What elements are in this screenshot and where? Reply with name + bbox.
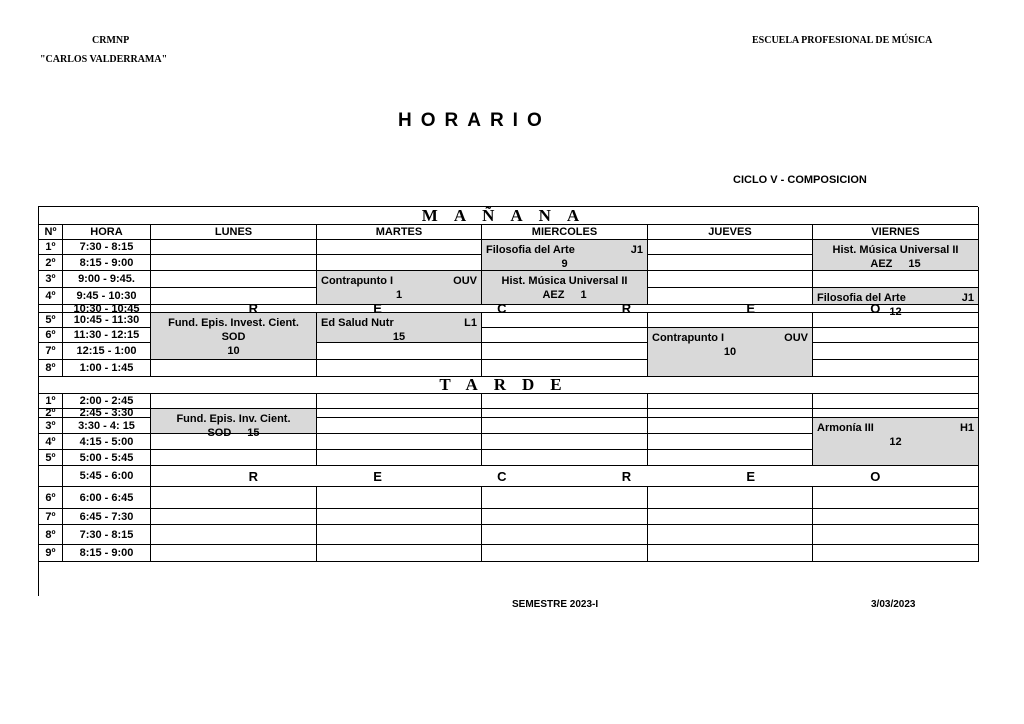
course-name: Filosofia del Arte: [486, 244, 575, 256]
column-header-martes: MARTES: [317, 225, 482, 240]
empty-slot: [317, 418, 482, 434]
period-time: 6:45 - 7:30: [63, 509, 151, 525]
empty-slot: [317, 255, 482, 271]
empty-slot: [813, 525, 979, 545]
empty-slot: [482, 409, 648, 418]
course-detail: 12: [889, 306, 902, 318]
course-name: Fund. Epis. Inv. Cient.: [176, 413, 291, 425]
empty-slot: [151, 288, 317, 305]
empty-slot: [482, 328, 648, 343]
empty-slot: [317, 545, 482, 562]
empty-slot: [648, 509, 813, 525]
empty-slot: [648, 240, 813, 255]
course-name: Contrapunto I: [652, 332, 725, 344]
empty-slot: [648, 255, 813, 271]
empty-slot: [813, 343, 979, 360]
semester-label: SEMESTRE 2023-I: [512, 599, 599, 610]
period-time: 9:00 - 9:45.: [63, 271, 151, 288]
empty-slot: [317, 240, 482, 255]
empty-slot: [317, 360, 482, 377]
course-detail: AEZ: [870, 258, 893, 270]
empty-slot: [317, 487, 482, 509]
course-name: Filosofia del Arte: [817, 292, 906, 304]
course-block: [151, 313, 317, 360]
empty-slot: [317, 394, 482, 409]
recreo-letter: O: [870, 468, 881, 484]
period-time: 3:30 - 4: 15: [63, 418, 151, 434]
period-time: 5:45 - 6:00: [63, 466, 151, 487]
manana-band: MAÑANA: [39, 207, 979, 225]
empty-slot: [648, 418, 813, 434]
recreo-tarde: [151, 466, 979, 487]
course-name: Armonía III: [817, 422, 874, 434]
period-time: 12:15 - 1:00: [63, 343, 151, 360]
period-number: 2º: [39, 255, 63, 271]
empty-slot: [813, 509, 979, 525]
empty-slot: [151, 434, 317, 450]
empty-slot: [317, 409, 482, 418]
empty-slot: [648, 450, 813, 466]
period-number: 4º: [39, 288, 63, 305]
empty-slot: [151, 487, 317, 509]
empty-slot: [482, 450, 648, 466]
empty-slot: [151, 450, 317, 466]
empty-slot: [151, 394, 317, 409]
org-name: "CARLOS VALDERRAMA": [40, 54, 168, 65]
course-detail: 12: [889, 436, 902, 448]
empty-slot: [151, 255, 317, 271]
period-time: 6:00 - 6:45: [63, 487, 151, 509]
course-name: Hist. Música Universal II: [501, 275, 628, 287]
empty-slot: [813, 394, 979, 409]
column-header-miercoles: MIERCOLES: [482, 225, 648, 240]
period-time: 2:00 - 2:45: [63, 394, 151, 409]
course-room: L1: [464, 317, 477, 329]
recreo-letter: C: [497, 301, 507, 316]
recreo-letter: R: [248, 468, 258, 484]
period-time: 5:00 - 5:45: [63, 450, 151, 466]
period-number: 4º: [39, 434, 63, 450]
period-number: 3º: [39, 418, 63, 434]
period-number: 6º: [39, 328, 63, 343]
course-detail: 1: [580, 289, 587, 301]
period-time: 7:30 - 8:15: [63, 525, 151, 545]
period-number: 5º: [39, 450, 63, 466]
date-label: 3/03/2023: [871, 599, 916, 610]
period-number: 8º: [39, 360, 63, 377]
recreo-letter: E: [746, 468, 755, 484]
course-block: [482, 271, 648, 305]
course-room: OUV: [784, 332, 808, 344]
recreo-letter: O: [870, 301, 881, 316]
course-detail: SOD: [207, 427, 232, 439]
column-header-lunes: LUNES: [151, 225, 317, 240]
empty-slot: [317, 509, 482, 525]
course-detail: SOD: [221, 331, 246, 343]
empty-slot: [813, 328, 979, 343]
empty-slot: [648, 434, 813, 450]
period-number: 6º: [39, 487, 63, 509]
empty-slot: [151, 509, 317, 525]
course-block: [151, 409, 317, 439]
period-time: 7:30 - 8:15: [63, 240, 151, 255]
period-number: 5º: [39, 313, 63, 328]
empty-slot: [317, 343, 482, 360]
empty-slot: [813, 271, 979, 288]
course-name: Contrapunto I: [321, 275, 394, 287]
empty-slot: [151, 271, 317, 288]
course-detail: 1: [395, 289, 403, 301]
empty-slot: [482, 434, 648, 450]
empty-slot: [482, 418, 648, 434]
ciclo-label: CICLO V - COMPOSICION: [733, 174, 867, 186]
period-number: 3º: [39, 271, 63, 288]
period-number: [39, 305, 63, 313]
course-detail: 15: [908, 258, 921, 270]
course-detail: 10: [723, 346, 737, 358]
empty-slot: [151, 240, 317, 255]
recreo-letter: R: [248, 301, 258, 316]
empty-slot: [648, 394, 813, 409]
period-time: 11:30 - 12:15: [63, 328, 151, 343]
period-number: 2º: [39, 409, 63, 418]
column-header-viernes: VIERNES: [813, 225, 979, 240]
period-time: 1:00 - 1:45: [63, 360, 151, 377]
schedule-table: [38, 206, 978, 596]
course-block: [813, 418, 979, 466]
empty-slot: [813, 545, 979, 562]
course-detail: 15: [247, 427, 260, 439]
period-time: 4:15 - 5:00: [63, 434, 151, 450]
period-number: [39, 466, 63, 487]
course-detail: 10: [227, 345, 240, 357]
course-block: [317, 313, 482, 343]
empty-slot: [482, 343, 648, 360]
course-name: Fund. Epis. Invest. Cient.: [168, 317, 299, 329]
org-short-name: CRMNP: [92, 35, 130, 46]
course-room: J1: [630, 244, 643, 256]
recreo-letter: E: [373, 468, 382, 484]
period-time: 10:30 - 10:45: [63, 305, 151, 313]
empty-slot: [151, 525, 317, 545]
period-number: 9º: [39, 545, 63, 562]
empty-slot: [648, 288, 813, 305]
column-header-hora: HORA: [63, 225, 151, 240]
empty-slot: [151, 360, 317, 377]
empty-slot: [813, 313, 979, 328]
period-time: 2:45 - 3:30: [63, 409, 151, 418]
course-room: OUV: [453, 275, 477, 287]
empty-slot: [317, 525, 482, 545]
tarde-band: TARDE: [39, 377, 979, 394]
empty-slot: [648, 271, 813, 288]
empty-slot: [482, 487, 648, 509]
empty-slot: [482, 545, 648, 562]
recreo-letter: E: [746, 301, 755, 316]
empty-slot: [317, 450, 482, 466]
period-time: 8:15 - 9:00: [63, 255, 151, 271]
period-time: 10:45 - 11:30: [63, 313, 151, 328]
course-block: [813, 288, 979, 318]
period-number: 1º: [39, 240, 63, 255]
school-name: ESCUELA PROFESIONAL DE MÚSICA: [752, 35, 933, 46]
empty-slot: [317, 434, 482, 450]
course-name: Hist. Música Universal II: [832, 244, 959, 256]
recreo-letter: C: [497, 468, 507, 484]
course-room: H1: [959, 422, 974, 434]
course-block: [317, 271, 482, 305]
empty-slot: [482, 394, 648, 409]
column-header-jueves: JUEVES: [648, 225, 813, 240]
page-title: HORARIO: [398, 110, 551, 131]
course-name: Ed Salud Nutr: [321, 317, 394, 329]
course-block: [482, 240, 648, 271]
empty-slot: [648, 487, 813, 509]
empty-slot: [648, 525, 813, 545]
empty-slot: [813, 360, 979, 377]
recreo-letter: E: [373, 301, 382, 316]
course-detail: AEZ: [542, 289, 565, 301]
period-time: 8:15 - 9:00: [63, 545, 151, 562]
course-block: [648, 328, 813, 377]
empty-slot: [813, 487, 979, 509]
period-number: 7º: [39, 509, 63, 525]
recreo-manana: [151, 301, 979, 316]
column-header-n: Nº: [39, 225, 63, 240]
recreo-letter: R: [621, 468, 632, 484]
period-number: 1º: [39, 394, 63, 409]
empty-slot: [482, 360, 648, 377]
empty-slot: [648, 409, 813, 418]
empty-slot: [151, 545, 317, 562]
period-time: 9:45 - 10:30: [63, 288, 151, 305]
course-detail: 15: [392, 331, 406, 343]
course-detail: 9: [561, 258, 568, 270]
empty-slot: [813, 409, 979, 418]
empty-slot: [648, 313, 813, 328]
period-number: 8º: [39, 525, 63, 545]
recreo-letter: R: [621, 301, 632, 316]
course-room: J1: [961, 292, 974, 304]
period-number: 7º: [39, 343, 63, 360]
empty-slot: [482, 509, 648, 525]
empty-slot: [648, 545, 813, 562]
course-block: [813, 240, 979, 271]
empty-slot: [482, 525, 648, 545]
